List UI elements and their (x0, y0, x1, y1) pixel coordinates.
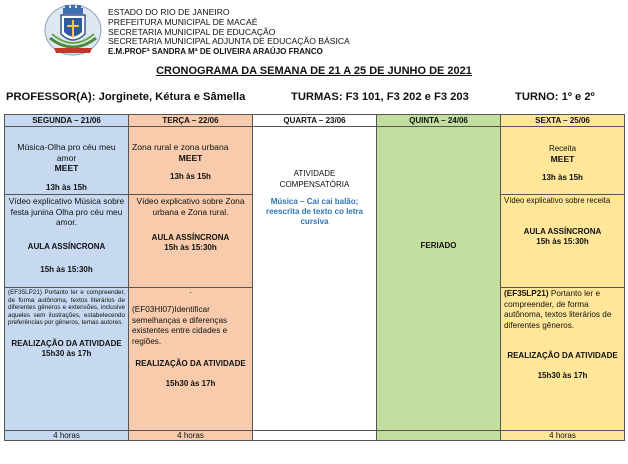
friday-meet-cell (501, 127, 625, 195)
municipal-coat-of-arms-icon (44, 4, 102, 56)
institution-line: PREFEITURA MUNICIPAL DE MACAÉ (108, 16, 258, 27)
async-label: AULA ASSÍNCRONA (151, 233, 230, 242)
time-range: 15h às 15:30h (40, 264, 93, 274)
hours-footer-row (5, 431, 625, 441)
tuesday-async-cell (129, 195, 253, 288)
skill-description: (EF35LP21) Portanto ler e compreender, de forma autônoma, textos literários de diferentes gêneros e extensões, inclusive aqueles sem ilustrações, estabelecendo preferências por gêneros, temas autores. (8, 289, 125, 326)
friday-hours: 4 horas (501, 431, 625, 441)
school-name: E.M.PROFª SANDRA Mª DE OLIVEIRA ARAÚJO FRANCO (108, 47, 323, 57)
tuesday-meet-cell (129, 127, 253, 195)
wednesday-hours (253, 431, 377, 441)
activity-label: REALIZAÇÃO DA ATIVIDADE (11, 338, 122, 348)
weekly-schedule-table (4, 114, 625, 441)
day-header-tuesday: TERÇA – 22/06 (129, 115, 253, 127)
thursday-hours (377, 431, 501, 441)
monday-async-cell (5, 195, 129, 288)
monday-activity-cell (5, 288, 129, 431)
skill-description: (EF03HI07)Identificar semelhanças e diferenças existentes entre cidades e regiões. (132, 305, 228, 346)
tuesday-activity-cell (129, 288, 253, 431)
activity-text: Receita (548, 144, 577, 153)
activity-text: Música-Olha pro céu meu amor (17, 142, 116, 163)
friday-activity-cell (501, 288, 625, 431)
tuesday-hours: 4 horas (129, 431, 253, 441)
skill-code: (EF35LP21) (504, 289, 549, 298)
day-header-monday: SEGUNDA – 21/06 (5, 115, 129, 127)
day-header-friday: SEXTA – 25/06 (501, 115, 625, 127)
meet-label: MEET (54, 163, 79, 173)
time-range: 15h30 às 17h (165, 379, 216, 388)
activity-text: Vídeo explicativo sobre receita (504, 196, 611, 205)
highlighted-activity: Música – Cai cai balão; reescrita de texto co letra cursiva (266, 197, 363, 226)
monday-hours: 4 horas (5, 431, 129, 441)
meet-label: MEET (550, 154, 575, 164)
time-range: 13h às 15h (542, 173, 583, 182)
activity-text: Vídeo explicativo sobre Zona urbana e Zona rural. (136, 196, 245, 217)
day-header-wednesday: QUARTA – 23/06 (253, 115, 377, 127)
async-label: AULA ASSÍNCRONA (523, 226, 602, 236)
monday-meet-cell (5, 127, 129, 195)
time-range: 15h às 15:30h (164, 243, 217, 252)
weekday-header-row (5, 115, 625, 127)
skill-description: Portanto ler e compreender, de forma autônoma, textos literários de diferentes gêneros. (504, 289, 612, 330)
day-header-thursday: QUINTA – 24/06 (377, 115, 501, 127)
thursday-holiday-cell (377, 127, 501, 431)
institution-line: SECRETARIA MUNICIPAL DE EDUCAÇÃO (108, 26, 276, 37)
async-label: AULA ASSÍNCRONA (27, 241, 106, 251)
activity-text: Zona rural e zona urbana (132, 142, 229, 152)
bullet-dot: · (189, 288, 192, 297)
institution-block (108, 8, 350, 57)
document-header (0, 0, 628, 64)
time-range: 15h às 15:30h (536, 236, 589, 246)
wednesday-cell (253, 127, 377, 431)
time-range: 13h às 15h (46, 183, 87, 192)
schedule-title: CRONOGRAMA DA SEMANA DE 21 A 25 DE JUNHO DE 2021 (156, 65, 472, 77)
schedule-row-meet (5, 127, 625, 195)
teachers-label: PROFESSOR(A): Jorginete, Kétura e Sâmella (6, 91, 246, 103)
friday-async-cell (501, 195, 625, 288)
institution-line: ESTADO DO RIO DE JANEIRO (108, 7, 230, 17)
time-range: 13h às 15h (170, 171, 211, 181)
time-range: 15h30 às 17h (41, 348, 92, 358)
meet-label: MEET (178, 152, 203, 163)
activity-text: ATIVIDADE COMPENSATÓRIA (279, 169, 350, 189)
shift-label: TURNO: 1º e 2º (515, 91, 595, 103)
activity-label: REALIZAÇÃO DA ATIVIDADE (135, 359, 246, 368)
time-range: 15h30 às 17h (537, 371, 588, 380)
activity-label: REALIZAÇÃO DA ATIVIDADE (507, 351, 618, 360)
holiday-label: FERIADO (420, 241, 457, 250)
classes-label: TURMAS: F3 101, F3 202 e F3 203 (291, 91, 469, 103)
institution-line: SECRETARIA MUNICIPAL ADJUNTA DE EDUCAÇÃO BÁSICA (108, 36, 350, 47)
activity-text: Vídeo explicativo Música sobre festa junina Olha pro céu meu amor. (8, 196, 125, 227)
